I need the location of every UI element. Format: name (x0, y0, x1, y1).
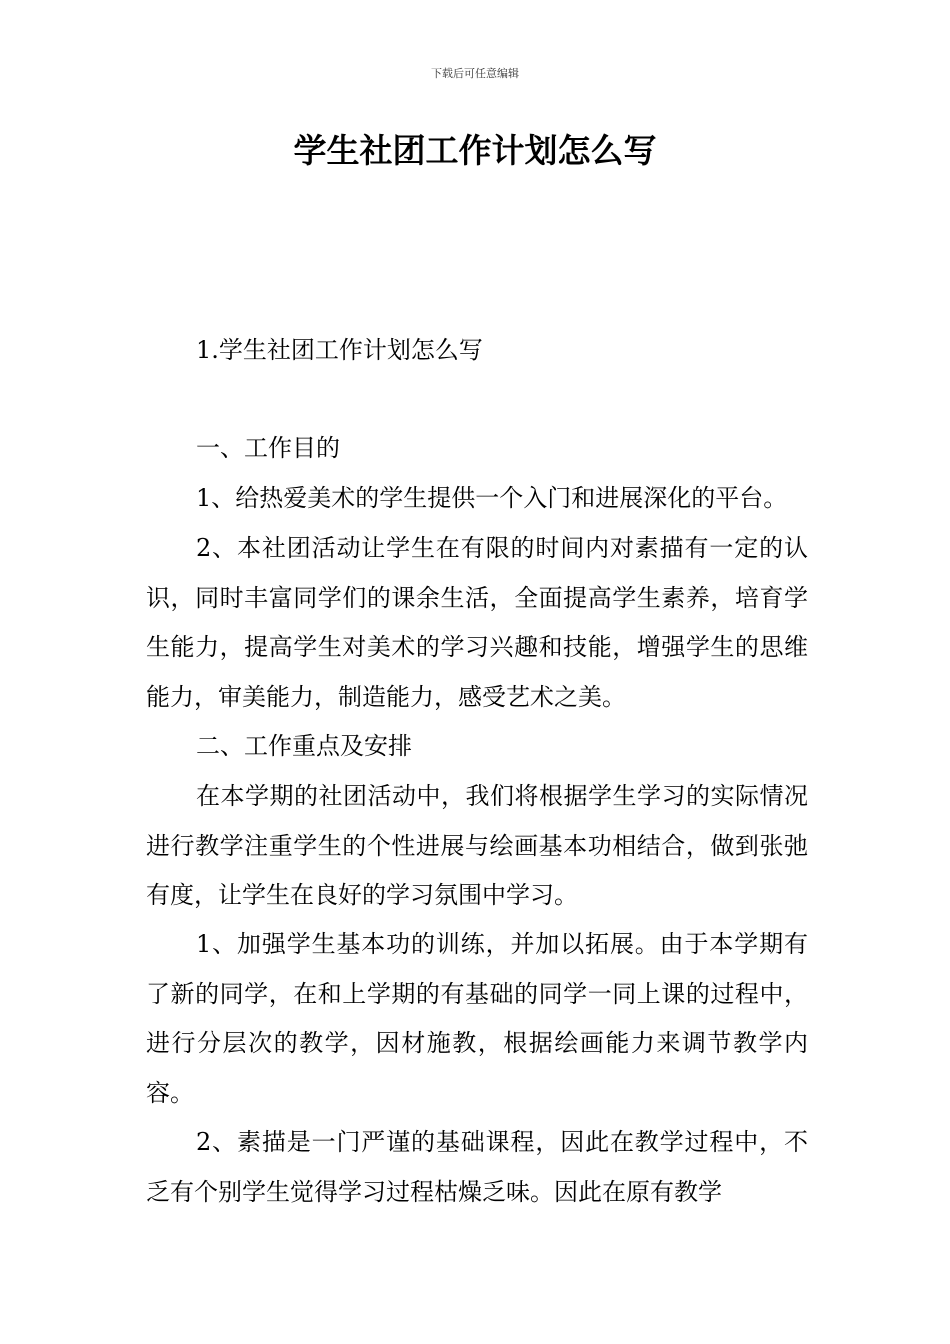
paragraph-focus-1: 1、加强学生基本功的训练，并加以拓展。由于本学期有了新的同学，在和上学期的有基础的同学一同上课的过程中，进行分层次的教学，因材施教，根据绘画能力来调节教学内容。 (146, 930, 808, 1107)
paragraph-goal-1: 1、给热爱美术的学生提供一个入门和进展深化的平台。 (196, 484, 788, 512)
section-heading: 1.学生社团工作计划怎么写 (196, 336, 483, 364)
paragraph-goal-heading: 一、工作目的 (196, 434, 340, 462)
paragraph-goal-2: 2、本社团活动让学生在有限的时间内对素描有一定的认识，同时丰富同学们的课余生活，全面提高学生素养，培育学生能力，提高学生对美术的学习兴趣和技能，增强学生的思维能力，审美能力，制造能力，感受艺术之美。 (146, 534, 808, 711)
header-note: 下载后可任意编辑 (431, 67, 519, 80)
paragraph-focus-heading: 二、工作重点及安排 (196, 732, 412, 760)
paragraph-focus-intro: 在本学期的社团活动中，我们将根据学生学习的实际情况进行教学注重学生的个性进展与绘画基本功相结合，做到张弛有度，让学生在良好的学习氛围中学习。 (146, 782, 808, 909)
paragraph-focus-2: 2、素描是一门严谨的基础课程，因此在教学过程中，不乏有个别学生觉得学习过程枯燥乏味。因此在原有教学 (146, 1128, 808, 1206)
document-title: 学生社团工作计划怎么写 (293, 131, 657, 170)
